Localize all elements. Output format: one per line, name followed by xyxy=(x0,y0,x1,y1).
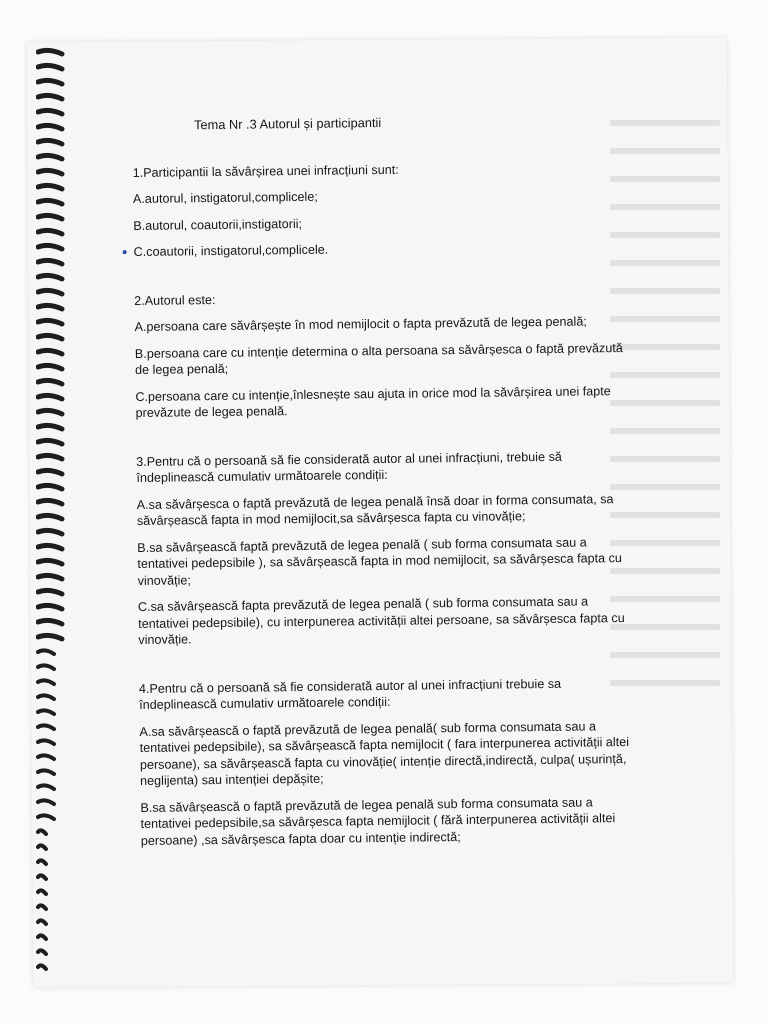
spiral-loop xyxy=(38,605,62,609)
spiral-loop xyxy=(38,170,62,174)
question-block-2 xyxy=(134,286,636,421)
spiral-loop xyxy=(38,800,54,804)
spiral-loop xyxy=(38,200,62,204)
spiral-loop xyxy=(38,965,46,969)
spiral-loop xyxy=(38,350,62,354)
spiral-loop xyxy=(38,695,54,699)
spiral-loop xyxy=(38,185,62,189)
spiral-loop xyxy=(38,545,62,549)
answer-option: A.sa săvârșească o faptă prevăzută de legea penală( sub forma consumata sau a tentativei pedepsibile), sa săvârșească fapta nemijlocit ( fara interpunerea activității altei persoane), sa săvârșească fapta cu vinovăție( intenție directă,indirectă, culpa( ușurință, neglijenta) sau intenției depășite; xyxy=(139,718,630,788)
question-block-1 xyxy=(133,158,634,260)
spiral-loop xyxy=(38,515,62,519)
spiral-loop xyxy=(38,890,46,894)
spiral-loop xyxy=(38,275,62,279)
spiral-loop xyxy=(38,365,62,369)
spiral-loop xyxy=(38,815,54,819)
spiral-loop xyxy=(38,530,62,534)
spiral-loop xyxy=(38,380,62,384)
answer-option: C.persoana care cu intenție,înlesnește sau ajuta in orice mod la săvârșirea unei fapte prevăzute de legea penală. xyxy=(135,383,611,420)
spiral-loop xyxy=(38,320,62,324)
question-text: 2.Autorul este: xyxy=(134,292,216,308)
spiral-loop xyxy=(38,290,62,294)
spiral-loop xyxy=(38,95,62,99)
spiral-loop xyxy=(38,455,62,459)
spiral-loop xyxy=(38,875,46,879)
spiral-loop xyxy=(38,245,62,249)
selection-dot-icon xyxy=(123,250,127,254)
answer-option: C.sa săvârșească fapta prevăzută de legea penală ( sub forma consumata sau a tentativei pedepsibile), cu interpunerea activității altei persoane, sa săvârșesca fapta cu vinovăție. xyxy=(137,594,625,647)
answer-option: A.autorul, instigatorul,complicele; xyxy=(132,189,318,206)
spiral-loop xyxy=(38,755,54,759)
answer-option: B.persoana care cu intenție determina o alta persoana sa săvârșesca o faptă prevăzută de legea penală; xyxy=(134,340,623,377)
spiral-loop xyxy=(38,560,62,564)
spiral-loop xyxy=(38,80,62,84)
answer-option: A.persoana care săvârșește în mod nemijlocit o fapta prevăzută de legea penală; xyxy=(134,314,587,334)
question-block-3 xyxy=(136,447,638,648)
question-text: 3.Pentru că o persoană să fie considerată autor al unei infracțiuni, trebuie să îndeplinească cumulativ următoarele condiții: xyxy=(136,449,562,485)
spiral-loop xyxy=(38,410,62,414)
spiral-loop xyxy=(38,140,62,144)
answer-option-marked xyxy=(134,238,634,261)
spiral-loop xyxy=(38,665,54,669)
spiral-loop xyxy=(38,230,62,234)
document-body xyxy=(132,112,641,859)
answer-option: B.sa săvârșească faptă prevăzută de legea penală ( sub forma consumata sau a tentativei pedepsibile ), sa săvârșească fapta in mod nemijlocit, sa săvârșesca fapta cu vinovăție; xyxy=(137,534,622,588)
spiral-loop xyxy=(38,725,54,729)
spiral-loop xyxy=(38,260,62,264)
spiral-loop xyxy=(38,110,62,114)
document-title: Tema Nr .3 Autorul și participantii xyxy=(193,114,382,133)
spiral-loop xyxy=(38,710,54,714)
spiral-loop xyxy=(38,155,62,159)
spiral-loop xyxy=(38,440,62,444)
question-text: 1.Participantii la săvârșirea unei infracțiuni sunt: xyxy=(132,162,399,180)
spiral-loop xyxy=(38,830,46,834)
answer-option-text: C.coautorii, instigatorul,complicele. xyxy=(133,242,329,259)
spiral-loop xyxy=(38,575,62,579)
spiral-loop xyxy=(38,125,62,129)
answer-option: B.autorul, coautorii,instigatorii; xyxy=(133,216,303,233)
answer-option: A.sa săvârșesca o faptă prevăzută de legea penală însă doar in forma consumata, sa săvârșească fapta in mod nemijlocit,sa săvârșesca fapta cu vinovăție; xyxy=(136,491,614,528)
spiral-loop xyxy=(38,50,62,54)
spiral-loop xyxy=(38,425,62,429)
spiral-loop xyxy=(38,635,62,639)
spiral-loop xyxy=(38,395,62,399)
spiral-loop xyxy=(38,305,62,309)
answer-option: B.sa săvârșească o faptă prevăzută de legea penală sub forma consumata sau a tentativei pedepsibile,sa săvârșesca fapta nemijlocit ( fără interpunerea activității altei persoane) ,sa săvârșesca fapta doar cu intenție indirectă; xyxy=(140,794,616,848)
spiral-loop xyxy=(38,935,46,939)
spiral-loop xyxy=(38,740,54,744)
spiral-loop xyxy=(38,905,46,909)
spiral-loop xyxy=(38,920,46,924)
spiral-loop xyxy=(38,845,46,849)
spiral-binding xyxy=(36,44,70,984)
spiral-loop xyxy=(38,470,62,474)
spiral-loop xyxy=(38,950,46,954)
spiral-loop xyxy=(38,785,54,789)
spiral-loop xyxy=(38,770,54,774)
spiral-loop xyxy=(38,500,62,504)
spiral-loop xyxy=(38,860,46,864)
spiral-loop xyxy=(38,335,62,339)
spiral-loop xyxy=(38,680,54,684)
spiral-loop xyxy=(38,215,62,219)
question-text: 4.Pentru că o persoană să fie considerată autor al unei infracțiuni trebuie sa îndeplinească cumulativ următoarele condiții: xyxy=(138,676,562,712)
spiral-loop xyxy=(38,65,62,69)
spiral-loop xyxy=(38,590,62,594)
question-block-4 xyxy=(139,674,641,849)
spiral-loop xyxy=(38,650,54,654)
spiral-loop xyxy=(38,620,62,624)
spiral-loop xyxy=(38,485,62,489)
